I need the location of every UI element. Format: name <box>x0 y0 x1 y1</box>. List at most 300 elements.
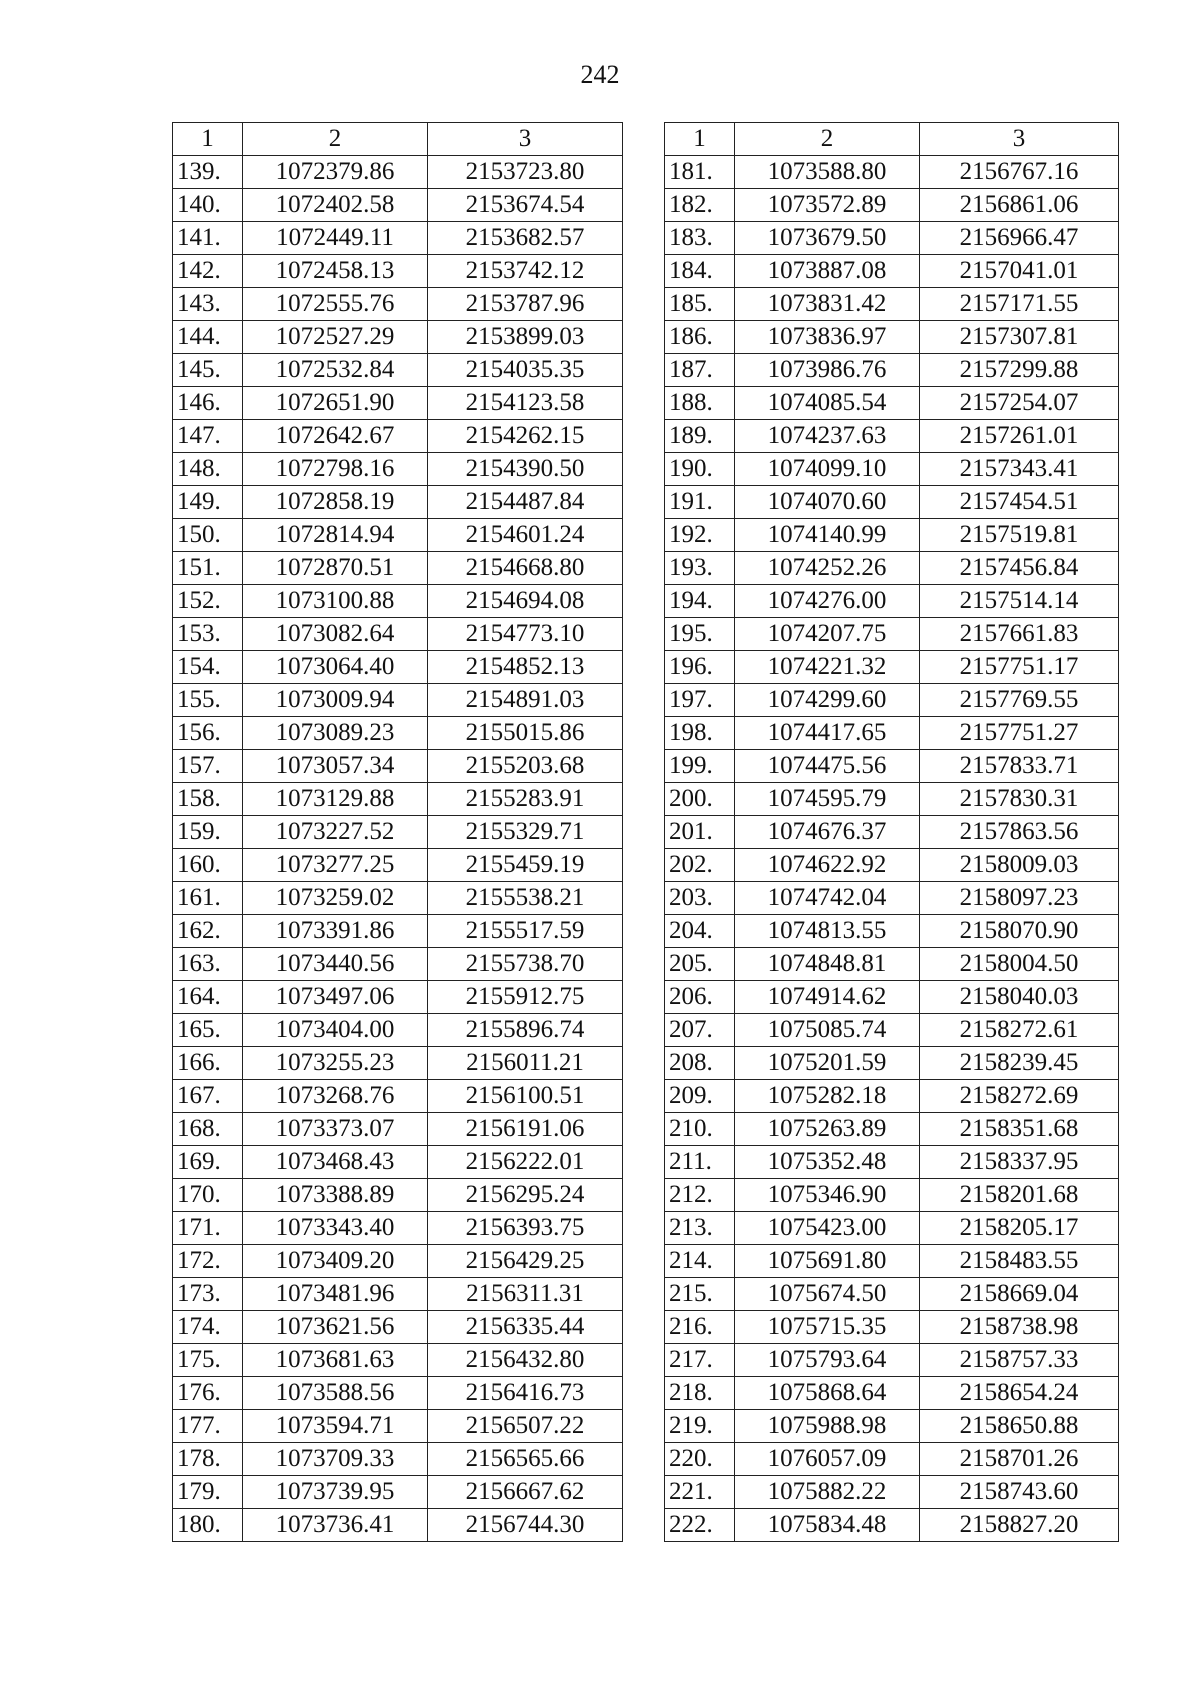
x-coordinate-cell: 1073343.40 <box>243 1212 428 1245</box>
point-number-cell: 222. <box>665 1509 735 1542</box>
y-coordinate-cell: 2154773.10 <box>428 618 623 651</box>
y-coordinate-cell: 2156222.01 <box>428 1146 623 1179</box>
table-row <box>665 1179 1119 1212</box>
x-coordinate-cell: 1073739.95 <box>243 1476 428 1509</box>
x-coordinate-cell: 1072527.29 <box>243 321 428 354</box>
table-row <box>173 981 623 1014</box>
x-coordinate-cell: 1073681.63 <box>243 1344 428 1377</box>
table-row <box>665 1344 1119 1377</box>
point-number-cell: 187. <box>665 354 735 387</box>
y-coordinate-cell: 2158351.68 <box>920 1113 1119 1146</box>
y-coordinate-cell: 2153787.96 <box>428 288 623 321</box>
table-row <box>173 189 623 222</box>
y-coordinate-cell: 2153682.57 <box>428 222 623 255</box>
x-coordinate-cell: 1075346.90 <box>735 1179 920 1212</box>
point-number-cell: 182. <box>665 189 735 222</box>
y-coordinate-cell: 2156416.73 <box>428 1377 623 1410</box>
table-row <box>173 486 623 519</box>
point-number-cell: 203. <box>665 882 735 915</box>
x-coordinate-cell: 1076057.09 <box>735 1443 920 1476</box>
table-row <box>173 321 623 354</box>
y-coordinate-cell: 2154694.08 <box>428 585 623 618</box>
point-number-cell: 160. <box>173 849 243 882</box>
x-coordinate-cell: 1075793.64 <box>735 1344 920 1377</box>
x-coordinate-cell: 1074221.32 <box>735 651 920 684</box>
y-coordinate-cell: 2154262.15 <box>428 420 623 453</box>
table-row <box>173 915 623 948</box>
point-number-cell: 173. <box>173 1278 243 1311</box>
x-coordinate-cell: 1073089.23 <box>243 717 428 750</box>
point-number-cell: 185. <box>665 288 735 321</box>
column-header: 1 <box>173 123 243 156</box>
y-coordinate-cell: 2157751.17 <box>920 651 1119 684</box>
y-coordinate-cell: 2158701.26 <box>920 1443 1119 1476</box>
table-row <box>665 189 1119 222</box>
table-row <box>173 156 623 189</box>
y-coordinate-cell: 2153723.80 <box>428 156 623 189</box>
table-row <box>665 288 1119 321</box>
column-header: 2 <box>735 123 920 156</box>
point-number-cell: 150. <box>173 519 243 552</box>
point-number-cell: 202. <box>665 849 735 882</box>
y-coordinate-cell: 2158669.04 <box>920 1278 1119 1311</box>
point-number-cell: 201. <box>665 816 735 849</box>
y-coordinate-cell: 2158004.50 <box>920 948 1119 981</box>
y-coordinate-cell: 2155517.59 <box>428 915 623 948</box>
column-header: 3 <box>428 123 623 156</box>
point-number-cell: 167. <box>173 1080 243 1113</box>
x-coordinate-cell: 1073100.88 <box>243 585 428 618</box>
y-coordinate-cell: 2154891.03 <box>428 684 623 717</box>
y-coordinate-cell: 2158483.55 <box>920 1245 1119 1278</box>
y-coordinate-cell: 2157343.41 <box>920 453 1119 486</box>
y-coordinate-cell: 2156311.31 <box>428 1278 623 1311</box>
x-coordinate-cell: 1073129.88 <box>243 783 428 816</box>
point-number-cell: 162. <box>173 915 243 948</box>
y-coordinate-cell: 2156100.51 <box>428 1080 623 1113</box>
table-row <box>665 156 1119 189</box>
point-number-cell: 183. <box>665 222 735 255</box>
x-coordinate-cell: 1072555.76 <box>243 288 428 321</box>
x-coordinate-cell: 1075691.80 <box>735 1245 920 1278</box>
y-coordinate-cell: 2157299.88 <box>920 354 1119 387</box>
y-coordinate-cell: 2158272.61 <box>920 1014 1119 1047</box>
x-coordinate-cell: 1073679.50 <box>735 222 920 255</box>
x-coordinate-cell: 1075674.50 <box>735 1278 920 1311</box>
y-coordinate-cell: 2154123.58 <box>428 387 623 420</box>
x-coordinate-cell: 1073468.43 <box>243 1146 428 1179</box>
point-number-cell: 215. <box>665 1278 735 1311</box>
x-coordinate-cell: 1073404.00 <box>243 1014 428 1047</box>
y-coordinate-cell: 2158201.68 <box>920 1179 1119 1212</box>
x-coordinate-cell: 1072458.13 <box>243 255 428 288</box>
x-coordinate-cell: 1072642.67 <box>243 420 428 453</box>
y-coordinate-cell: 2153899.03 <box>428 321 623 354</box>
point-number-cell: 171. <box>173 1212 243 1245</box>
table-row <box>665 321 1119 354</box>
table-row <box>173 1509 623 1542</box>
x-coordinate-cell: 1073594.71 <box>243 1410 428 1443</box>
point-number-cell: 211. <box>665 1146 735 1179</box>
point-number-cell: 217. <box>665 1344 735 1377</box>
x-coordinate-cell: 1073986.76 <box>735 354 920 387</box>
point-number-cell: 161. <box>173 882 243 915</box>
y-coordinate-cell: 2156767.16 <box>920 156 1119 189</box>
table-row <box>173 585 623 618</box>
table-row <box>173 222 623 255</box>
point-number-cell: 140. <box>173 189 243 222</box>
point-number-cell: 212. <box>665 1179 735 1212</box>
y-coordinate-cell: 2156861.06 <box>920 189 1119 222</box>
y-coordinate-cell: 2155738.70 <box>428 948 623 981</box>
x-coordinate-cell: 1074140.99 <box>735 519 920 552</box>
table-header-row <box>173 123 623 156</box>
table-row <box>665 1443 1119 1476</box>
y-coordinate-cell: 2156393.75 <box>428 1212 623 1245</box>
point-number-cell: 149. <box>173 486 243 519</box>
x-coordinate-cell: 1074622.92 <box>735 849 920 882</box>
y-coordinate-cell: 2155203.68 <box>428 750 623 783</box>
x-coordinate-cell: 1073481.96 <box>243 1278 428 1311</box>
y-coordinate-cell: 2158757.33 <box>920 1344 1119 1377</box>
y-coordinate-cell: 2156295.24 <box>428 1179 623 1212</box>
table-row <box>665 585 1119 618</box>
x-coordinate-cell: 1074742.04 <box>735 882 920 915</box>
table-row <box>173 948 623 981</box>
y-coordinate-cell: 2156011.21 <box>428 1047 623 1080</box>
table-row <box>665 387 1119 420</box>
x-coordinate-cell: 1072379.86 <box>243 156 428 189</box>
table-row <box>665 255 1119 288</box>
x-coordinate-cell: 1074099.10 <box>735 453 920 486</box>
point-number-cell: 188. <box>665 387 735 420</box>
x-coordinate-cell: 1072870.51 <box>243 552 428 585</box>
point-number-cell: 170. <box>173 1179 243 1212</box>
y-coordinate-cell: 2157519.81 <box>920 519 1119 552</box>
point-number-cell: 165. <box>173 1014 243 1047</box>
coordinates-table-left <box>172 122 623 1542</box>
y-coordinate-cell: 2157514.14 <box>920 585 1119 618</box>
table-row <box>173 1311 623 1344</box>
point-number-cell: 153. <box>173 618 243 651</box>
point-number-cell: 158. <box>173 783 243 816</box>
point-number-cell: 191. <box>665 486 735 519</box>
point-number-cell: 205. <box>665 948 735 981</box>
point-number-cell: 168. <box>173 1113 243 1146</box>
point-number-cell: 169. <box>173 1146 243 1179</box>
point-number-cell: 194. <box>665 585 735 618</box>
table-row <box>173 882 623 915</box>
point-number-cell: 157. <box>173 750 243 783</box>
table-row <box>173 1179 623 1212</box>
x-coordinate-cell: 1072858.19 <box>243 486 428 519</box>
y-coordinate-cell: 2157833.71 <box>920 750 1119 783</box>
table-row <box>665 1377 1119 1410</box>
y-coordinate-cell: 2158743.60 <box>920 1476 1119 1509</box>
x-coordinate-cell: 1073227.52 <box>243 816 428 849</box>
x-coordinate-cell: 1074813.55 <box>735 915 920 948</box>
table-row <box>665 486 1119 519</box>
table-row <box>665 750 1119 783</box>
x-coordinate-cell: 1073709.33 <box>243 1443 428 1476</box>
table-row <box>173 453 623 486</box>
point-number-cell: 172. <box>173 1245 243 1278</box>
x-coordinate-cell: 1073391.86 <box>243 915 428 948</box>
x-coordinate-cell: 1075423.00 <box>735 1212 920 1245</box>
y-coordinate-cell: 2156429.25 <box>428 1245 623 1278</box>
point-number-cell: 174. <box>173 1311 243 1344</box>
x-coordinate-cell: 1075085.74 <box>735 1014 920 1047</box>
y-coordinate-cell: 2155283.91 <box>428 783 623 816</box>
table-row <box>173 618 623 651</box>
y-coordinate-cell: 2154487.84 <box>428 486 623 519</box>
x-coordinate-cell: 1073277.25 <box>243 849 428 882</box>
x-coordinate-cell: 1073887.08 <box>735 255 920 288</box>
table-row <box>665 1509 1119 1542</box>
table-row <box>173 1245 623 1278</box>
x-coordinate-cell: 1072814.94 <box>243 519 428 552</box>
column-header: 2 <box>243 123 428 156</box>
point-number-cell: 181. <box>665 156 735 189</box>
y-coordinate-cell: 2158654.24 <box>920 1377 1119 1410</box>
table-row <box>173 1377 623 1410</box>
table-row <box>173 255 623 288</box>
point-number-cell: 139. <box>173 156 243 189</box>
point-number-cell: 152. <box>173 585 243 618</box>
column-header: 1 <box>665 123 735 156</box>
table-row <box>173 849 623 882</box>
point-number-cell: 178. <box>173 1443 243 1476</box>
table-header-row <box>665 123 1119 156</box>
x-coordinate-cell: 1074914.62 <box>735 981 920 1014</box>
x-coordinate-cell: 1074207.75 <box>735 618 920 651</box>
y-coordinate-cell: 2156667.62 <box>428 1476 623 1509</box>
x-coordinate-cell: 1073409.20 <box>243 1245 428 1278</box>
y-coordinate-cell: 2158205.17 <box>920 1212 1119 1245</box>
point-number-cell: 147. <box>173 420 243 453</box>
table-row <box>173 1047 623 1080</box>
y-coordinate-cell: 2157661.83 <box>920 618 1119 651</box>
y-coordinate-cell: 2156744.30 <box>428 1509 623 1542</box>
table-row <box>173 783 623 816</box>
y-coordinate-cell: 2157751.27 <box>920 717 1119 750</box>
point-number-cell: 145. <box>173 354 243 387</box>
x-coordinate-cell: 1075834.48 <box>735 1509 920 1542</box>
table-row <box>665 420 1119 453</box>
point-number-cell: 216. <box>665 1311 735 1344</box>
y-coordinate-cell: 2157863.56 <box>920 816 1119 849</box>
x-coordinate-cell: 1072651.90 <box>243 387 428 420</box>
table-row <box>665 1212 1119 1245</box>
x-coordinate-cell: 1075352.48 <box>735 1146 920 1179</box>
x-coordinate-cell: 1072532.84 <box>243 354 428 387</box>
point-number-cell: 210. <box>665 1113 735 1146</box>
table-row <box>665 1014 1119 1047</box>
table-row <box>173 354 623 387</box>
x-coordinate-cell: 1073255.23 <box>243 1047 428 1080</box>
point-number-cell: 221. <box>665 1476 735 1509</box>
x-coordinate-cell: 1073259.02 <box>243 882 428 915</box>
x-coordinate-cell: 1073440.56 <box>243 948 428 981</box>
x-coordinate-cell: 1074276.00 <box>735 585 920 618</box>
point-number-cell: 193. <box>665 552 735 585</box>
point-number-cell: 195. <box>665 618 735 651</box>
point-number-cell: 192. <box>665 519 735 552</box>
table-row <box>665 519 1119 552</box>
point-number-cell: 156. <box>173 717 243 750</box>
table-row <box>173 519 623 552</box>
y-coordinate-cell: 2156335.44 <box>428 1311 623 1344</box>
table-row <box>665 849 1119 882</box>
y-coordinate-cell: 2157454.51 <box>920 486 1119 519</box>
y-coordinate-cell: 2157769.55 <box>920 684 1119 717</box>
x-coordinate-cell: 1074848.81 <box>735 948 920 981</box>
x-coordinate-cell: 1073836.97 <box>735 321 920 354</box>
table-row <box>173 387 623 420</box>
x-coordinate-cell: 1074417.65 <box>735 717 920 750</box>
y-coordinate-cell: 2156507.22 <box>428 1410 623 1443</box>
point-number-cell: 218. <box>665 1377 735 1410</box>
table-row <box>665 552 1119 585</box>
point-number-cell: 179. <box>173 1476 243 1509</box>
point-number-cell: 141. <box>173 222 243 255</box>
point-number-cell: 206. <box>665 981 735 1014</box>
point-number-cell: 146. <box>173 387 243 420</box>
point-number-cell: 189. <box>665 420 735 453</box>
point-number-cell: 184. <box>665 255 735 288</box>
y-coordinate-cell: 2154601.24 <box>428 519 623 552</box>
table-row <box>665 1080 1119 1113</box>
y-coordinate-cell: 2153674.54 <box>428 189 623 222</box>
table-row <box>665 1047 1119 1080</box>
table-row <box>665 981 1119 1014</box>
table-row <box>173 717 623 750</box>
point-number-cell: 163. <box>173 948 243 981</box>
x-coordinate-cell: 1075282.18 <box>735 1080 920 1113</box>
table-row <box>173 750 623 783</box>
point-number-cell: 142. <box>173 255 243 288</box>
table-row <box>665 1245 1119 1278</box>
point-number-cell: 154. <box>173 651 243 684</box>
y-coordinate-cell: 2157830.31 <box>920 783 1119 816</box>
point-number-cell: 198. <box>665 717 735 750</box>
point-number-cell: 200. <box>665 783 735 816</box>
column-header: 3 <box>920 123 1119 156</box>
table-row <box>173 684 623 717</box>
y-coordinate-cell: 2156191.06 <box>428 1113 623 1146</box>
table-row <box>665 816 1119 849</box>
x-coordinate-cell: 1073064.40 <box>243 651 428 684</box>
x-coordinate-cell: 1073497.06 <box>243 981 428 1014</box>
point-number-cell: 176. <box>173 1377 243 1410</box>
x-coordinate-cell: 1074595.79 <box>735 783 920 816</box>
table-row <box>173 1476 623 1509</box>
x-coordinate-cell: 1074237.63 <box>735 420 920 453</box>
point-number-cell: 148. <box>173 453 243 486</box>
point-number-cell: 196. <box>665 651 735 684</box>
table-row <box>173 816 623 849</box>
x-coordinate-cell: 1074475.56 <box>735 750 920 783</box>
x-coordinate-cell: 1073588.56 <box>243 1377 428 1410</box>
table-row <box>173 651 623 684</box>
table-row <box>665 354 1119 387</box>
x-coordinate-cell: 1072798.16 <box>243 453 428 486</box>
table-row <box>665 1146 1119 1179</box>
x-coordinate-cell: 1074085.54 <box>735 387 920 420</box>
table-row <box>173 1443 623 1476</box>
y-coordinate-cell: 2153742.12 <box>428 255 623 288</box>
x-coordinate-cell: 1075868.64 <box>735 1377 920 1410</box>
point-number-cell: 207. <box>665 1014 735 1047</box>
x-coordinate-cell: 1073388.89 <box>243 1179 428 1212</box>
table-row <box>665 618 1119 651</box>
x-coordinate-cell: 1073588.80 <box>735 156 920 189</box>
x-coordinate-cell: 1073831.42 <box>735 288 920 321</box>
y-coordinate-cell: 2158097.23 <box>920 882 1119 915</box>
y-coordinate-cell: 2156432.80 <box>428 1344 623 1377</box>
table-row <box>665 651 1119 684</box>
y-coordinate-cell: 2158827.20 <box>920 1509 1119 1542</box>
table-row <box>173 1146 623 1179</box>
x-coordinate-cell: 1075988.98 <box>735 1410 920 1443</box>
y-coordinate-cell: 2156565.66 <box>428 1443 623 1476</box>
x-coordinate-cell: 1074252.26 <box>735 552 920 585</box>
table-row <box>665 1278 1119 1311</box>
point-number-cell: 155. <box>173 684 243 717</box>
point-number-cell: 186. <box>665 321 735 354</box>
point-number-cell: 151. <box>173 552 243 585</box>
point-number-cell: 180. <box>173 1509 243 1542</box>
point-number-cell: 177. <box>173 1410 243 1443</box>
table-row <box>173 1344 623 1377</box>
table-row <box>173 420 623 453</box>
table-row <box>173 552 623 585</box>
table-row <box>173 288 623 321</box>
x-coordinate-cell: 1073082.64 <box>243 618 428 651</box>
y-coordinate-cell: 2157261.01 <box>920 420 1119 453</box>
y-coordinate-cell: 2155329.71 <box>428 816 623 849</box>
table-row <box>173 1080 623 1113</box>
table-row <box>665 783 1119 816</box>
x-coordinate-cell: 1073009.94 <box>243 684 428 717</box>
table-row <box>665 1113 1119 1146</box>
y-coordinate-cell: 2154035.35 <box>428 354 623 387</box>
table-row <box>665 1476 1119 1509</box>
x-coordinate-cell: 1073572.89 <box>735 189 920 222</box>
x-coordinate-cell: 1073057.34 <box>243 750 428 783</box>
point-number-cell: 190. <box>665 453 735 486</box>
point-number-cell: 209. <box>665 1080 735 1113</box>
table-row <box>173 1410 623 1443</box>
point-number-cell: 143. <box>173 288 243 321</box>
point-number-cell: 175. <box>173 1344 243 1377</box>
x-coordinate-cell: 1075263.89 <box>735 1113 920 1146</box>
y-coordinate-cell: 2157254.07 <box>920 387 1119 420</box>
y-coordinate-cell: 2155459.19 <box>428 849 623 882</box>
table-row <box>173 1278 623 1311</box>
point-number-cell: 197. <box>665 684 735 717</box>
point-number-cell: 214. <box>665 1245 735 1278</box>
point-number-cell: 199. <box>665 750 735 783</box>
y-coordinate-cell: 2157456.84 <box>920 552 1119 585</box>
point-number-cell: 213. <box>665 1212 735 1245</box>
point-number-cell: 219. <box>665 1410 735 1443</box>
table-row <box>665 453 1119 486</box>
x-coordinate-cell: 1073373.07 <box>243 1113 428 1146</box>
point-number-cell: 208. <box>665 1047 735 1080</box>
x-coordinate-cell: 1074070.60 <box>735 486 920 519</box>
table-row <box>173 1113 623 1146</box>
